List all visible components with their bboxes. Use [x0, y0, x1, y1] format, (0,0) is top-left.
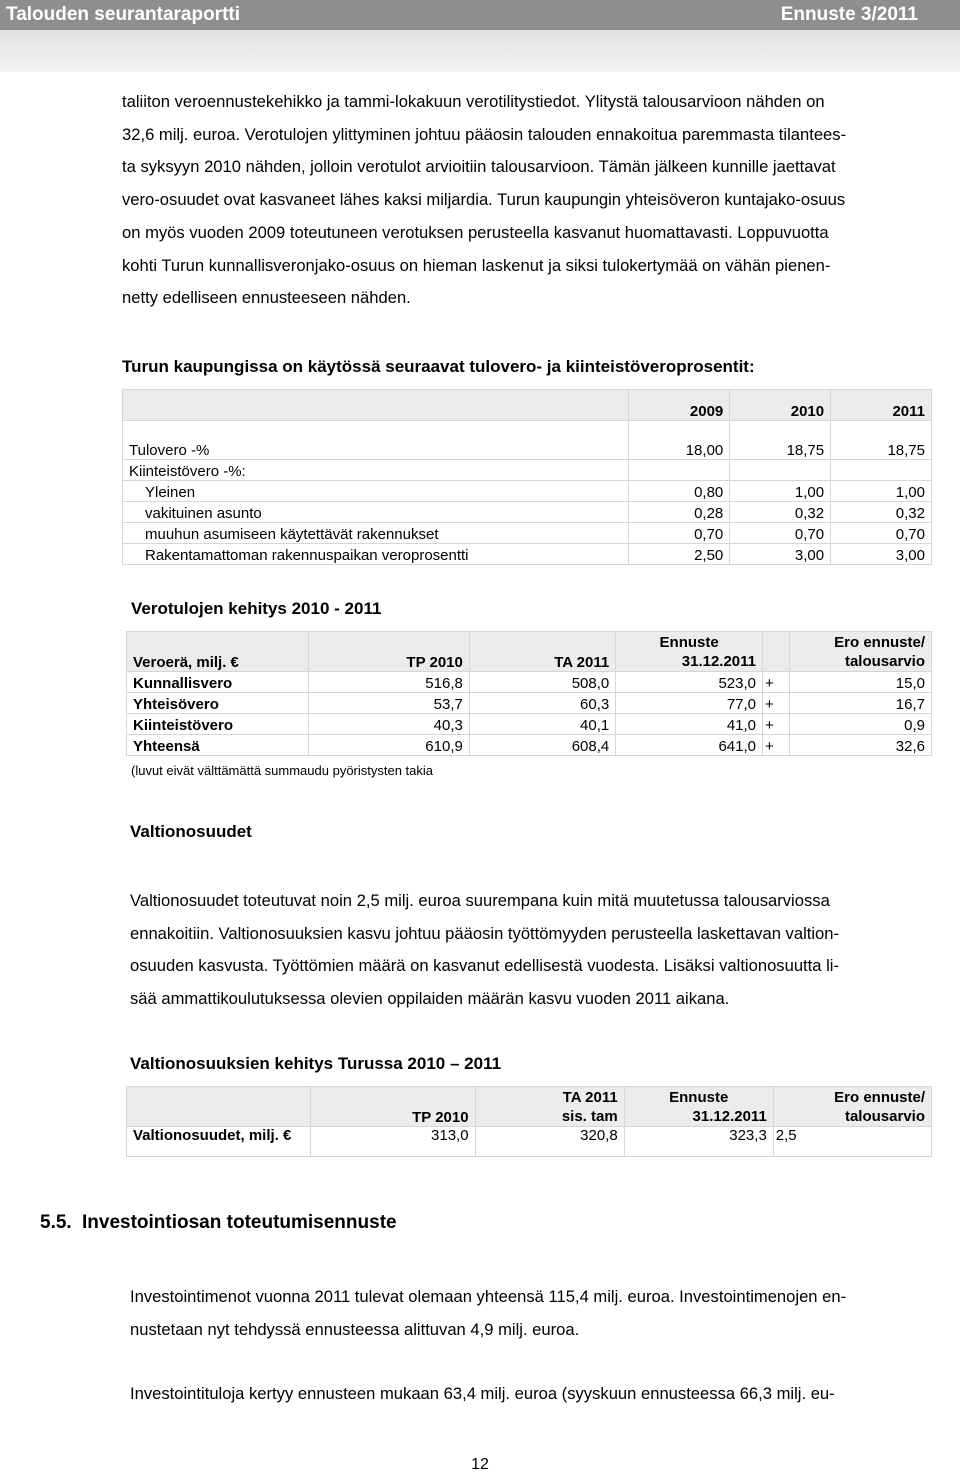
rates-cell: 18,75 [730, 421, 831, 460]
tax-header-tp: TP 2010 [308, 632, 469, 672]
state-cell-ta: 320,8 [475, 1127, 624, 1157]
state-paragraph [130, 885, 930, 1015]
header-report-title: Talouden seurantaraportti [6, 4, 241, 25]
rates-header-year: 2009 [629, 390, 730, 421]
intro-line: netty edelliseen ennusteeseen nähden. [122, 288, 411, 308]
rates-cell: 3,00 [831, 544, 932, 565]
table-row [127, 714, 932, 735]
tax-header-ero [789, 632, 931, 672]
table-row [127, 693, 932, 714]
table-row [123, 460, 932, 481]
tax-header-label: Veroerä, milj. € [127, 632, 309, 672]
rates-cell: 0,80 [629, 481, 730, 502]
rates-row-label: Tulovero -% [123, 421, 629, 460]
state-cell-ero: 2,5 [773, 1127, 931, 1157]
rates-table [122, 389, 932, 565]
tax-cell-ero: 0,9 [789, 714, 931, 735]
tax-cell-tp: 53,7 [308, 693, 469, 714]
rates-cell: 2,50 [629, 544, 730, 565]
tax-table-note: (luvut eivät välttämättä summaudu pyöristysten takia [131, 763, 434, 778]
intro-line: kohti Turun kunnallisveronjako-osuus on hieman laskenut ja siksi tulokertymää on vähän pienen- [122, 255, 831, 275]
state-cell-ennuste: 323,3 [624, 1127, 773, 1157]
invest-line: Investointimenot vuonna 2011 tulevat olemaan yhteensä 115,4 milj. euroa. Investointimenojen en- [130, 1287, 847, 1306]
tax-table-header [127, 632, 932, 672]
intro-line: 32,6 milj. euroa. Verotulojen ylittyminen johtuu pääosin talouden ennakoitua paremmasta tilantees- [122, 124, 847, 144]
tax-header-ennuste-line1: Ennuste [659, 634, 719, 651]
invest-line: Investointituloja kertyy ennusteen mukaan 63,4 milj. euroa (syyskuun ennusteessa 66,3 milj. eu- [130, 1384, 835, 1403]
tax-row-label: Yhteensä [127, 735, 309, 756]
rates-header-year: 2010 [730, 390, 831, 421]
tax-cell-sign: + [763, 693, 790, 714]
tax-cell-ennuste: 641,0 [616, 735, 763, 756]
intro-line: vero-osuudet ovat kasvaneet lähes kaksi miljardia. Turun kaupungin yhteisöveron kuntajako-osuus [122, 190, 846, 210]
intro-line: ta syksyyn 2010 nähden, jolloin verotulot arvioitiin talousarvioon. Tämän jälkeen kunnille jaettavat [122, 157, 836, 177]
rates-cell: 1,00 [831, 481, 932, 502]
tax-cell-sign: + [763, 714, 790, 735]
tax-cell-ero: 32,6 [789, 735, 931, 756]
tax-cell-ennuste: 77,0 [616, 693, 763, 714]
state-header-ero-line1: Ero ennuste/ [834, 1089, 925, 1106]
state-cell-tp: 313,0 [311, 1127, 475, 1157]
rates-row-label: Yleinen [123, 481, 629, 502]
state-header-ennuste [624, 1087, 773, 1127]
intro-line: on myös vuoden 2009 toteutuneen verotuksen perusteella kasvanut huomattavasti. Loppuvuotta [122, 222, 829, 242]
tax-cell-tp: 40,3 [308, 714, 469, 735]
table-row [123, 544, 932, 565]
tax-header-ta: TA 2011 [469, 632, 615, 672]
tax-cell-ta: 60,3 [469, 693, 615, 714]
state-header-ennuste-line2: 31.12.2011 [692, 1108, 767, 1125]
tax-cell-ero: 16,7 [789, 693, 931, 714]
rates-cell: 1,00 [730, 481, 831, 502]
tax-cell-sign: + [763, 672, 790, 693]
tax-cell-ennuste: 523,0 [616, 672, 763, 693]
tax-heading: Verotulojen kehitys 2010 - 2011 [131, 599, 382, 618]
state-header-ta [475, 1087, 624, 1127]
tax-cell-ta: 40,1 [469, 714, 615, 735]
rates-heading: Turun kaupungissa on käytössä seuraavat tulovero- ja kiinteistöveroprosentit: [122, 357, 755, 376]
tax-cell-tp: 516,8 [308, 672, 469, 693]
state-header-tp: TP 2010 [311, 1087, 475, 1127]
state-header-ero-line2: talousarvio [844, 1108, 925, 1125]
tax-cell-ero: 15,0 [789, 672, 931, 693]
rates-cell [730, 460, 831, 481]
table-row [123, 502, 932, 523]
rates-cell: 3,00 [730, 544, 831, 565]
rates-cell: 0,70 [831, 523, 932, 544]
state-table-heading: Valtionosuuksien kehitys Turussa 2010 – 2011 [130, 1054, 502, 1073]
tax-header-ennuste [616, 632, 763, 672]
state-table-header [127, 1087, 932, 1127]
rates-cell: 18,00 [629, 421, 730, 460]
header-edition: Ennuste 3/2011 [780, 4, 918, 25]
rates-header-blank [123, 390, 629, 421]
tax-cell-ta: 608,4 [469, 735, 615, 756]
tax-row-label: Kunnallisvero [127, 672, 309, 693]
state-line: ennakoitiin. Valtionosuuksien kasvu johtuu pääosin työttömyyden perusteella laskettavan valtion- [130, 923, 840, 943]
tax-header-ero-line2: talousarvio [844, 653, 925, 670]
table-row [123, 523, 932, 544]
state-table [126, 1086, 932, 1157]
rates-table-header [123, 390, 932, 421]
page-number: 12 [471, 1456, 489, 1473]
table-row [123, 421, 932, 460]
state-header-ennuste-line1: Ennuste [669, 1089, 729, 1106]
rates-row-label: vakituinen asunto [123, 502, 629, 523]
rates-cell: 0,28 [629, 502, 730, 523]
rates-header-year: 2011 [831, 390, 932, 421]
state-row-label: Valtionosuudet, milj. € [127, 1127, 311, 1157]
invest-paragraph-1 [130, 1281, 930, 1346]
tax-cell-tp: 610,9 [308, 735, 469, 756]
state-line: sää ammattikoulutuksessa olevien oppilaiden määrän kasvu vuoden 2011 aikana. [130, 988, 730, 1008]
tax-cell-ennuste: 41,0 [616, 714, 763, 735]
tax-row-label: Yhteisövero [127, 693, 309, 714]
state-line: osuuden kasvusta. Työttömien määrä on kasvanut edellisestä vuodesta. Lisäksi valtionosuutta li- [130, 956, 840, 975]
intro-paragraph [122, 86, 932, 315]
tax-header-ero-line1: Ero ennuste/ [834, 634, 925, 651]
rates-cell: 0,70 [629, 523, 730, 544]
state-header-ta-line2: sis. tam [561, 1108, 618, 1125]
state-line: Valtionosuudet toteutuvat noin 2,5 milj. euroa suurempana kuin mitä muutetussa talousarviossa [130, 891, 830, 910]
table-row [123, 481, 932, 502]
intro-line: taliiton veroennustekehikko ja tammi-lokakuun verotilitystiedot. Ylitystä talousarvioon nähden on [122, 92, 825, 111]
rates-cell: 0,32 [831, 502, 932, 523]
rates-row-label: muuhun asumiseen käytettävät rakennukset [123, 523, 629, 544]
state-header-ero [773, 1087, 931, 1127]
state-header-ta-line1: TA 2011 [562, 1089, 618, 1106]
rates-cell: 18,75 [831, 421, 932, 460]
rates-row-label: Rakentamattoman rakennuspaikan veroprosentti [123, 544, 629, 565]
table-row [127, 1127, 932, 1157]
tax-cell-ta: 508,0 [469, 672, 615, 693]
page-header [0, 0, 960, 72]
rates-cell: 0,32 [730, 502, 831, 523]
invest-paragraph-2 [130, 1378, 930, 1411]
tax-header-ennuste-line2: 31.12.2011 [681, 653, 757, 670]
rates-row-label: Kiinteistövero -%: [123, 460, 629, 481]
tax-header-sign [763, 632, 790, 672]
state-heading: Valtionosuudet [130, 822, 252, 841]
table-row [127, 735, 932, 756]
section-number: 5.5. [40, 1212, 72, 1233]
section-title: Investointiosan toteutumisennuste [82, 1212, 397, 1233]
state-header-blank [127, 1087, 311, 1127]
invest-line: nustetaan nyt tehdyssä ennusteessa alittuvan 4,9 milj. euroa. [130, 1319, 580, 1339]
tax-row-label: Kiinteistövero [127, 714, 309, 735]
tax-table [126, 631, 932, 756]
rates-cell [831, 460, 932, 481]
rates-cell [629, 460, 730, 481]
rates-cell: 0,70 [730, 523, 831, 544]
tax-cell-sign: + [763, 735, 790, 756]
table-row [127, 672, 932, 693]
